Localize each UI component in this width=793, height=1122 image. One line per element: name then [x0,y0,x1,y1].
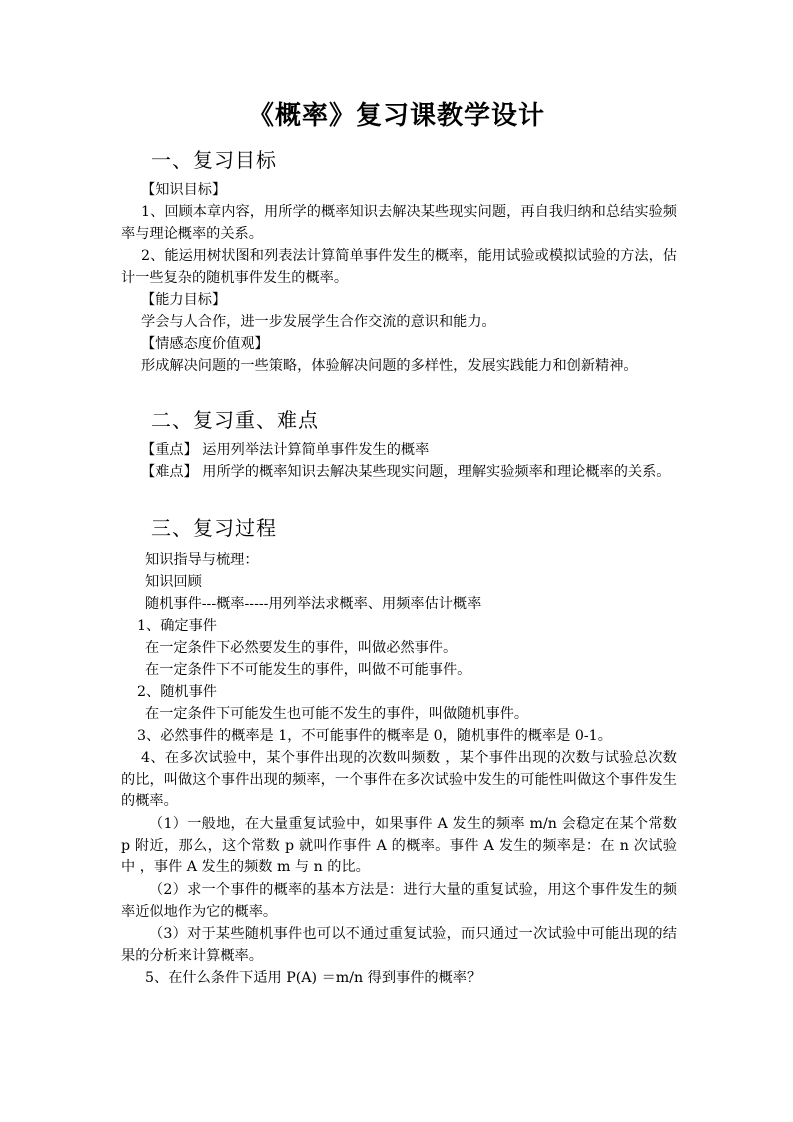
ability-goal-text: 学会与人合作，进一步发展学生合作交流的意识和能力。 [141,314,496,330]
process-paragraph-4-2: （2）求一个事件的概率的基本方法是：进行大量的重复试验，用这个事件发生的频率近似地作为它的概率。 [121,882,677,920]
process-line: 在一定条件下必然要发生的事件，叫做必然事件。 [145,640,458,656]
key-point: 【重点】 运用列举法计算简单事件发生的概率 [141,442,430,458]
process-line: 知识回顾 [145,574,202,590]
process-question-5: 5、在什么条件下适用 P(A) ＝m/n 得到事件的概率？ [145,970,482,986]
emotion-goal-text: 形成解决问题的一些策略，体验解决问题的多样性，发展实践能力和创新精神。 [141,358,638,374]
process-line: 知识指导与梳理： [145,552,259,568]
knowledge-goal-heading: 【知识目标】 [141,182,227,198]
process-line: 随机事件---概率-----用列举法求概率、用频率估计概率 [145,596,482,612]
process-line: 3、必然事件的概率是 1，不可能事件的概率是 0，随机事件的概率是 0-1。 [137,728,612,744]
section-heading-process: 三、复习过程 [151,516,277,540]
ability-goal-heading: 【能力目标】 [141,292,227,308]
knowledge-goal-1: 1、回顾本章内容，用所学的概率知识去解决某些现实问题，再自我归纳和总结实验频率与理论概率的关系。 [121,204,677,242]
section-heading-goals: 一、复习目标 [151,148,277,172]
process-line: 在一定条件下不可能发生的事件，叫做不可能事件。 [145,662,472,678]
knowledge-goal-2: 2、能运用树状图和列表法计算简单事件发生的概率，能用试验或模拟试验的方法，估计一些复杂的随机事件发生的概率。 [121,248,677,286]
process-line: 2、随机事件 [137,684,217,700]
process-paragraph-4-1: （1）一般地，在大量重复试验中，如果事件 A 发生的频率 m/n 会稳定在某个常数 p 附近，那么，这个常数 p 就叫作事件 A 的概率。事件 A 发生的频率是：在 n 次试验中 ，事件 A 发生的频数 m 与 n 的比。 [121,816,677,875]
emotion-goal-heading: 【情感态度价值观】 [141,336,269,352]
process-paragraph-4-3: （3）对于某些随机事件也可以不通过重复试验，而只通过一次试验中可能出现的结果的分析来计算概率。 [121,926,677,964]
difficult-point: 【难点】 用所学的概率知识去解决某些现实问题，理解实验频率和理论概率的关系。 [141,464,671,480]
process-line: 1、确定事件 [137,618,217,634]
document-title: 《概率》复习课教学设计 [247,101,545,131]
section-heading-keypoints: 二、复习重、难点 [151,408,319,432]
process-line: 在一定条件下可能发生也可能不发生的事件，叫做随机事件。 [145,706,529,722]
process-paragraph-4: 4、在多次试验中，某个事件出现的次数叫频数 ，某个事件出现的次数与试验总次数的比，叫做这个事件出现的频率，一个事件在多次试验中发生的可能性叫做这个事件发生的概率。 [121,750,677,809]
